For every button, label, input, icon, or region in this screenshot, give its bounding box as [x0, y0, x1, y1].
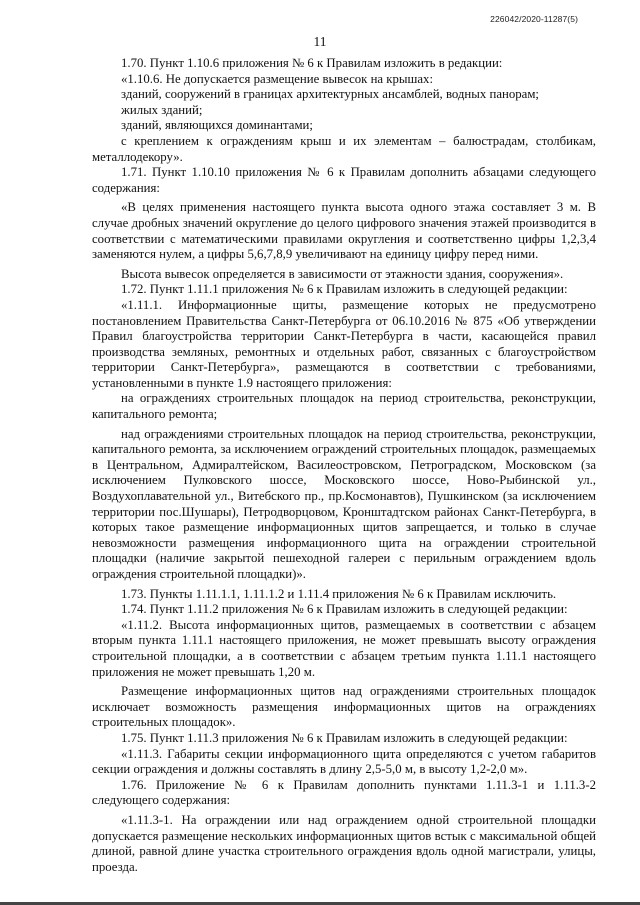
paragraph: 1.76. Приложение № 6 к Правилам дополнить пунктами 1.11.3-1 и 1.11.3-2 следующего содержания:	[92, 777, 596, 808]
paragraph: на ограждениях строительных площадок на период строительства, реконструкции, капитального ремонта;	[92, 391, 596, 422]
document-body	[92, 56, 596, 875]
paragraph: «В целях применения настоящего пункта высота одного этажа составляет 3 м. В случае дробных значений округление до целого цифрового значения этажей производится в соответствии с математическими правилами округления и соответственно цифры 1,2,3,4 заменяются нулем, а цифры 5,6,7,8,9 увеличивают на единицу цифру перед ними.	[92, 200, 596, 262]
paragraph: зданий, сооружений в границах архитектурных ансамблей, водных панорам;	[121, 87, 539, 102]
paragraph: «1.11.1. Информационные щиты, размещение которых не предусмотрено постановлением Правительства Санкт-Петербурга от 06.10.2016 № 875 «Об утверждении Правил благоустройства территории Санкт-Петербурга в части, касающейся правил производства земляных, ремонтных и отдельных работ, связанных с благоустройством территории Санкт-Петербурга», размещаются в соответствии с требованиями, установленными в пункте 1.9 настоящего приложения:	[92, 297, 596, 390]
paragraph: 1.74. Пункт 1.11.2 приложения № 6 к Правилам изложить в следующей редакции:	[121, 602, 568, 617]
paragraph: «1.11.3-1. На ограждении или над ограждением одной строительной площадки допускается размещение нескольких информационных щитов встык с максимальной общей длиной, равной длине участка строительного ограждения вдоль одной магистрали, улицы, проезда.	[92, 812, 596, 874]
paragraph: 1.70. Пункт 1.10.6 приложения № 6 к Правилам изложить в редакции:	[121, 56, 503, 70]
paragraph: «1.11.3. Габариты секции информационного щита определяются с учетом габаритов секции ограждения и должны составлять в длину 2,5-5,0 м, в высоту 1,2-2,0 м».	[92, 746, 596, 777]
paragraph: «1.10.6. Не допускается размещение вывесок на крышах:	[121, 71, 434, 86]
paragraph: над ограждениями строительных площадок на период строительства, реконструкции, капитального ремонта, за исключением ограждений строительных площадок, размещаемых в Центральном, Адмиралтейском, Василеостровском, Петроградском, Московском (за исключением Пулковского шоссе, Московского шоссе, Ново-Рыбинской ул., Воздухоплавательной ул., Витебского пр., пр.Космонавтов), Пушкинском (за исключением территории пос.Шушары), Петродворцовом, Кронштадтском районах Санкт-Петербурга, в которых такое размещение информационных щитов запрещается, и только в случае невозможности размещения информационного щита на ограждении строительной площадки (наличие закрытой пешеходной галереи с перильным ограждением вдоль ограждения строительной площадки)».	[92, 426, 596, 581]
paragraph: 1.75. Пункт 1.11.3 приложения № 6 к Правилам изложить в следующей редакции:	[121, 730, 568, 745]
paragraph: 1.73. Пункты 1.11.1.1, 1.11.1.2 и 1.11.4 приложения № 6 к Правилам исключить.	[121, 586, 557, 601]
document-number: 226042/2020-11287(5)	[490, 14, 578, 24]
paragraph: 1.71. Пункт 1.10.10 приложения № 6 к Правилам дополнить абзацами следующего содержания:	[92, 165, 596, 195]
paragraph: Высота вывесок определяется в зависимости от этажности здания, сооружения».	[121, 266, 564, 281]
paragraph: жилых зданий;	[121, 102, 203, 117]
paragraph: «1.11.2. Высота информационных щитов, размещаемых в соответствии с абзацем вторым пункта 1.11.1 настоящего приложения, не может превышать высоту ограждения строительной площадки, а в соответствии с абзацем третьим пункта 1.11.1 настоящего приложения не может превышать 1,20 м.	[92, 617, 596, 679]
paragraph: Размещение информационных щитов над ограждениями строительных площадок исключает возможность размещения информационных щитов на ограждениях строительных площадок».	[92, 684, 596, 730]
page-number: 11	[313, 34, 327, 49]
paragraph: с креплением к ограждениям крыш и их элементам – балюстрадам, столбикам, металлодекору».	[92, 133, 596, 164]
paragraph: 1.72. Пункт 1.11.1 приложения № 6 к Правилам изложить в следующей редакции:	[121, 282, 568, 297]
paragraph: зданий, являющихся доминантами;	[121, 118, 313, 133]
